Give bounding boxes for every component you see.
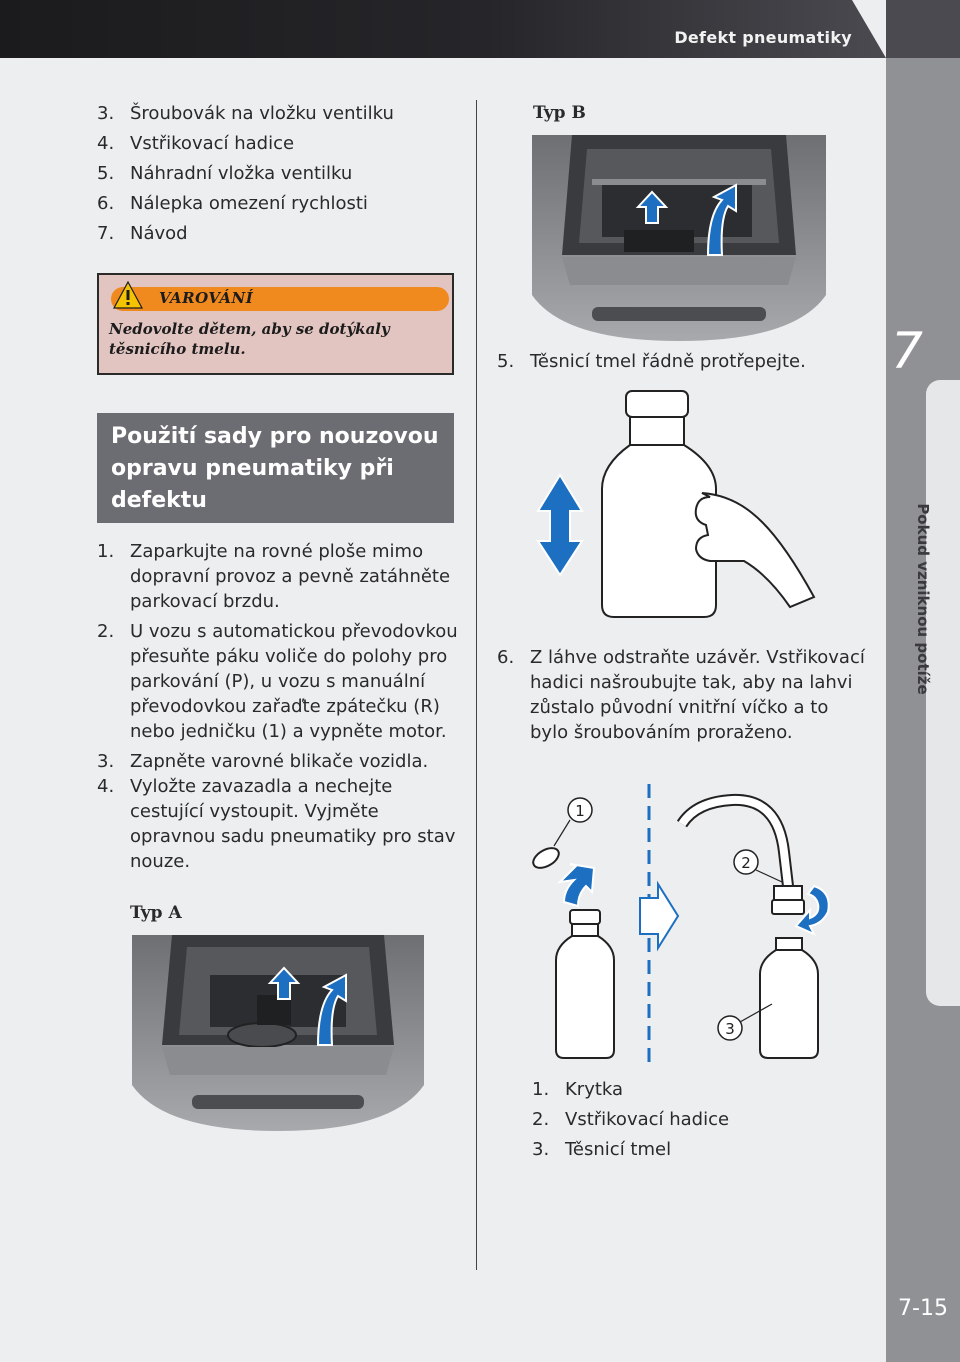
list-item: 1. Krytka <box>532 1079 624 1100</box>
callout-3 <box>718 1016 742 1040</box>
step-item: 2. U vozu s automatickou převodovkou přesuňte páku voliče do polohy pro parkování (P), u vozu s manuální převodovkou zařaďte zpátečku (R) nebo jedničku (1) a vypněte motor. <box>97 621 458 742</box>
chapter-number: 7 <box>891 322 923 380</box>
callout-2 <box>734 850 758 874</box>
type-a-label: Typ A <box>130 903 182 923</box>
header-bar <box>0 0 886 58</box>
steps-list-right-6 <box>497 645 867 750</box>
accessory-list <box>97 101 467 251</box>
list-item: 3. Šroubovák na vložku ventilku <box>97 103 394 124</box>
warning-label: VAROVÁNÍ <box>159 289 254 307</box>
bottle-shake-illustration <box>530 385 820 621</box>
warning-box <box>97 273 454 375</box>
type-b-label: Typ B <box>533 103 586 123</box>
hose-attach-illustration <box>520 782 850 1068</box>
header-title: Defekt pneumatiky <box>674 28 852 47</box>
list-item: 4. Vstřikovací hadice <box>97 133 295 154</box>
svg-text:3: 3 <box>725 1020 735 1038</box>
chapter-sidebar <box>886 0 960 1362</box>
parts-list <box>532 1077 862 1167</box>
column-divider <box>476 100 477 1270</box>
list-item: 3. Těsnicí tmel <box>532 1139 672 1160</box>
list-item: 7. Návod <box>97 223 188 244</box>
trunk-illustration-type-a <box>132 935 424 1131</box>
steps-list-left <box>97 539 459 879</box>
section-heading: Použití sady pro nouzovou opravu pneumatiky při defektu <box>97 413 454 523</box>
list-item: 5. Náhradní vložka ventilku <box>97 163 353 184</box>
callout-1 <box>568 798 592 822</box>
step-item: 3. Zapněte varovné blikače vozidla. <box>97 751 429 772</box>
step-item: 1. Zaparkujte na rovné ploše mimo dopravní provoz a pevně zatáhněte parkovací brzdu. <box>97 541 451 612</box>
list-item: 6. Nálepka omezení rychlosti <box>97 193 368 214</box>
list-item: 2. Vstřikovací hadice <box>532 1109 730 1130</box>
trunk-illustration-type-b <box>532 135 826 341</box>
page-number: 7-15 <box>898 1296 948 1321</box>
warning-icon <box>113 281 143 309</box>
step-item: 5. Těsnicí tmel řádně protřepejte. <box>497 351 806 372</box>
step-item: 4. Vyložte zavazadla a nechejte cestující vystoupit. Vyjměte opravnou sadu pneumatiky pro stav nouze. <box>97 776 456 872</box>
warning-text: Nedovolte dětem, aby se dotýkaly těsnicího tmelu. <box>109 320 390 358</box>
chapter-title: Pokud vzniknou potíže <box>914 503 932 695</box>
steps-list-right-5 <box>497 349 867 379</box>
svg-text:2: 2 <box>741 854 751 872</box>
svg-text:1: 1 <box>575 802 585 820</box>
step-item: 6. Z láhve odstraňte uzávěr. Vstřikovací hadici našroubujte tak, aby na lahvi zůstalo původní vnitřní víčko a to bylo šroubováním proraženo. <box>497 647 865 743</box>
